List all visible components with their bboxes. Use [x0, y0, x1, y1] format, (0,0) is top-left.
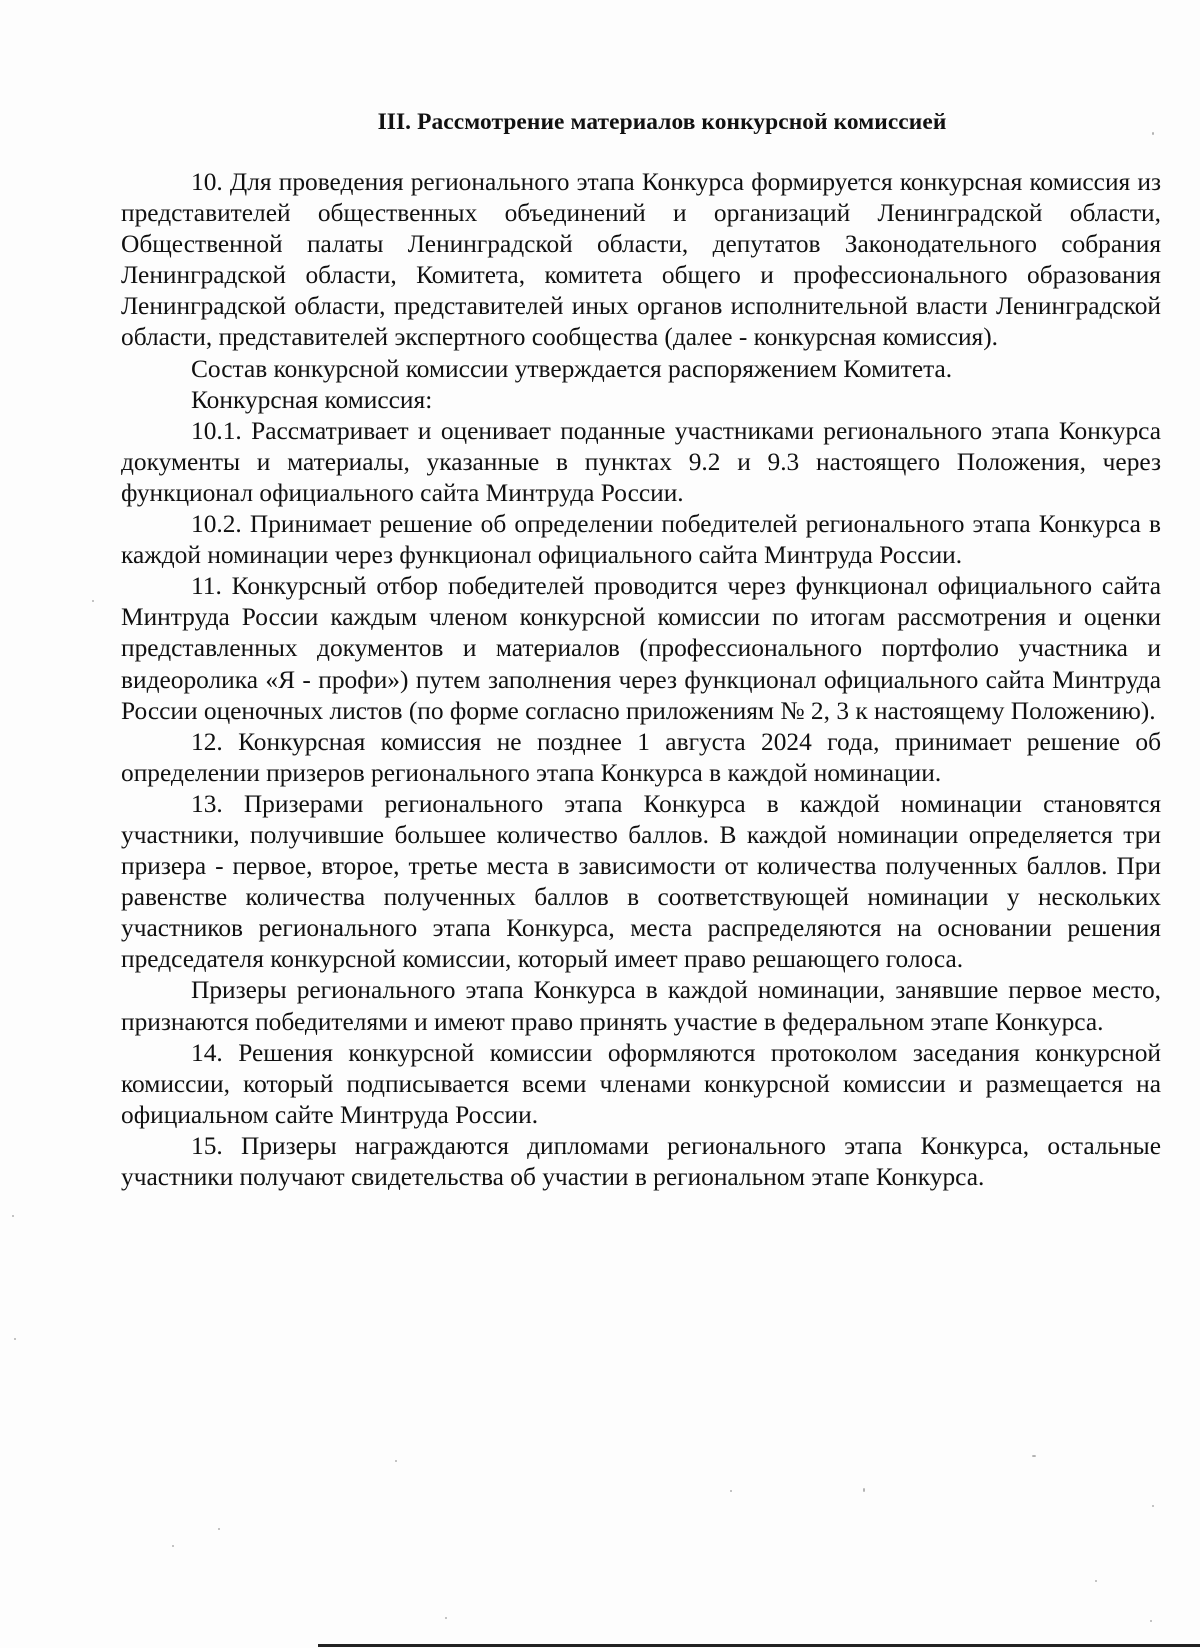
paragraph-10-1: 10.1. Рассматривает и оценивает поданные участниками регионального этапа Конкурса документы и материалы, указанные в пунктах 9.2 и 9.3 настоящего Положения, через функционал официального сайта Минтруда России.	[121, 416, 1161, 507]
bottom-scan-edge	[318, 1644, 1200, 1647]
scan-speck	[172, 1545, 174, 1547]
paragraph-14: 14. Решения конкурсной комиссии оформляются протоколом заседания конкурсной комиссии, который подписывается всеми членами конкурсной комиссии и размещается на официальном сайте Минтруда России.	[121, 1038, 1161, 1129]
scan-speck	[863, 1488, 865, 1492]
scan-speck	[395, 1460, 397, 1462]
scan-speck	[1032, 1455, 1036, 1457]
scan-speck	[445, 1617, 447, 1619]
scan-speck	[1137, 875, 1140, 877]
scan-speck	[12, 1215, 14, 1217]
scan-speck	[1152, 1505, 1154, 1507]
paragraph-prize-winners: Призеры регионального этапа Конкурса в каждой номинации, занявшие первое место, признаются победителями и имеют право принять участие в федеральном этапе Конкурса.	[121, 976, 1161, 1036]
scan-speck	[1095, 1580, 1097, 1582]
scan-speck	[92, 600, 94, 602]
scan-speck	[218, 1528, 220, 1530]
scan-speck	[14, 1338, 16, 1340]
scan-speck	[730, 1490, 732, 1492]
scan-speck	[1152, 132, 1154, 135]
section-heading: III. Рассмотрение материалов конкурсной комиссией	[377, 109, 947, 135]
paragraph-11: 11. Конкурсный отбор победителей проводится через функционал официального сайта Минтруда России каждым членом конкурсной комиссии по итогам рассмотрения и оценки представленных документов и материалов (профессионального портфолио участника и видеоролика «Я - профи») путем заполнения через функционал официального сайта Минтруда России оценочных листов (по форме согласно приложениям № 2, 3 к настоящему Положению).	[121, 572, 1161, 725]
paragraph-12: 12. Конкурсная комиссия не позднее 1 августа 2024 года, принимает решение об определении призеров регионального этапа Конкурса в каждой номинации.	[121, 727, 1161, 787]
scan-speck	[1150, 1620, 1152, 1622]
paragraph-15: 15. Призеры награждаются дипломами регионального этапа Конкурса, остальные участники получают свидетельства об участии в региональном этапе Конкурса.	[121, 1131, 1161, 1191]
paragraph-commission-composition: Состав конкурсной комиссии утверждается распоряжением Комитета.	[191, 354, 953, 383]
paragraph-commission-intro: Конкурсная комиссия:	[191, 385, 433, 414]
document-body	[121, 107, 1161, 1193]
paragraph-10-2: 10.2. Принимает решение об определении победителей регионального этапа Конкурса в каждой номинации через функционал официального сайта Минтруда России.	[121, 510, 1161, 570]
paragraph-13: 13. Призерами регионального этапа Конкурса в каждой номинации становятся участники, получившие большее количество баллов. В каждой номинации определяется три призера - первое, второе, третье места в зависимости от количества полученных баллов. При равенстве количества полученных баллов в соответствующей номинации у нескольких участников регионального этапа Конкурса, места распределяются на основании решения председателя конкурсной комиссии, который имеет право решающего голоса.	[121, 789, 1161, 974]
paragraph-10: 10. Для проведения регионального этапа Конкурса формируется конкурсная комиссия из представителей общественных объединений и организаций Ленинградской области, Общественной палаты Ленинградской области, депутатов Законодательного собрания Ленинградской области, Комитета, комитета общего и профессионального образования Ленинградской области, представителей иных органов исполнительной власти Ленинградской области, представителей экспертного сообщества (далее - конкурсная комиссия).	[121, 168, 1161, 352]
